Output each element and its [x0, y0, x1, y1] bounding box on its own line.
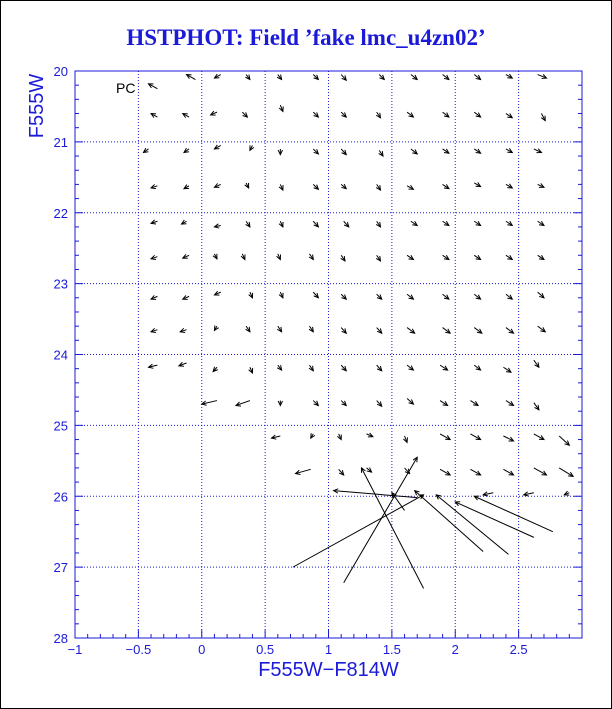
y-tick-label: 24 [53, 347, 68, 363]
y-axis-label: F555W [26, 73, 48, 139]
y-tick-label: 25 [53, 418, 68, 434]
y-tick-label: 21 [53, 134, 68, 150]
y-tick-label: 26 [53, 489, 68, 505]
x-tick-label: 2 [451, 642, 459, 657]
panel-label: PC [116, 80, 136, 96]
x-tick-label: 0.5 [256, 642, 275, 657]
x-tick-label: 1 [324, 642, 333, 657]
y-tick-label: 23 [53, 276, 68, 292]
chart-title: HSTPHOT: Field ’fake lmc_u4zn02’ [126, 25, 486, 50]
y-tick-label: 20 [53, 64, 68, 79]
y-tick-label: 27 [53, 560, 68, 576]
y-tick-label: 28 [53, 631, 68, 646]
x-tick-label: −1 [67, 642, 83, 657]
x-tick-label: −0.5 [125, 642, 152, 657]
x-axis-label: F555W−F814W [258, 659, 399, 681]
x-tick-label: 0 [198, 642, 206, 657]
x-tick-label: 2.5 [509, 642, 528, 657]
y-tick-label: 22 [53, 205, 68, 221]
x-tick-label: 1.5 [382, 642, 401, 657]
